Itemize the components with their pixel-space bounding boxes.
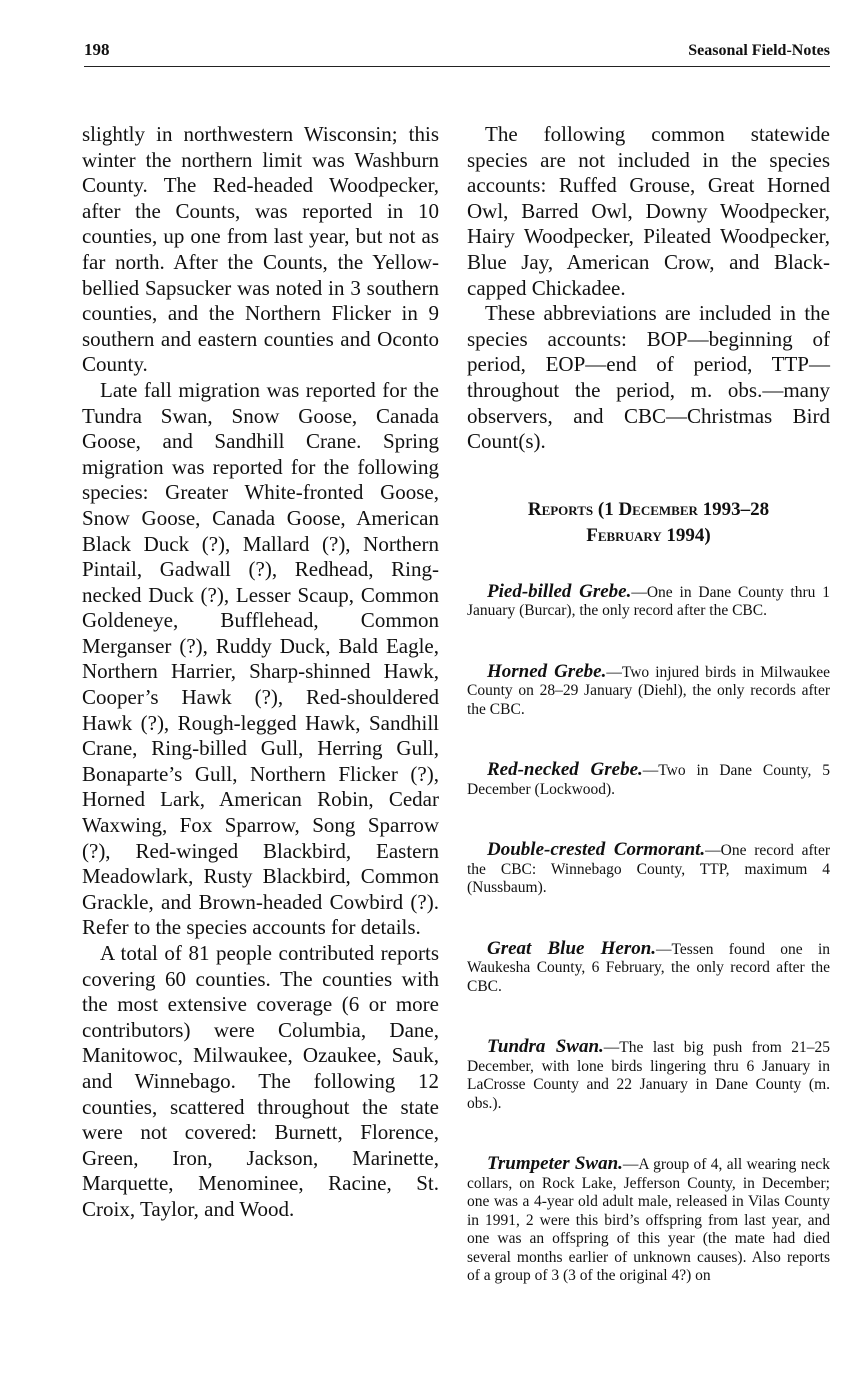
body-paragraph: A total of 81 people contributed reports covering 60 counties. The counties with the most extensive coverage (6 or more contributors) were Columbia, Dane, Manitowoc, Milwaukee, Ozaukee, Sauk, and Winnebago. The following 12 counties, scattered throughout the state were not covered: Burnett, Florence, Green, Iron, Jackson, Marinette, Marquette, Menominee, Racine, St. Croix, Taylor, and Wood.	[82, 941, 439, 1221]
species-report	[467, 841, 830, 898]
report-text: —Tessen found one in Waukesha County, 6 February, the only record after the CBC.	[467, 940, 830, 995]
species-report	[467, 1038, 830, 1113]
body-paragraph: These abbreviations are included in the species accounts: BOP—beginning of period, EOP—end of period, TTP—throughout the period, m. obs.—many observers, and CBC—Christmas Bird Count(s).	[467, 301, 830, 454]
page-header	[84, 38, 830, 67]
body-paragraph: slightly in northwestern Wisconsin; this winter the northern limit was Washburn County. The Red-headed Woodpecker, after the Counts, was reported in 10 counties, up one from last year, but not as far north. After the Counts, the Yellow-bellied Sapsucker was noted in 3 southern counties, and the Northern Flicker in 9 southern and eastern counties and Oconto County.	[82, 122, 439, 377]
species-name: Tundra Swan.	[487, 1036, 604, 1058]
report-text: —One in Dane County thru 1 January (Burcar), the only record after the CBC.	[467, 583, 830, 620]
running-head: Seasonal Field-Notes	[688, 42, 830, 59]
species-name: Great Blue Heron.	[487, 937, 657, 959]
left-column	[82, 122, 439, 1223]
body-paragraph: The following common statewide species are not included in the species accounts: Ruffed Grouse, Great Horned Owl, Barred Owl, Downy Woodpecker, Hairy Woodpecker, Pileated Woodpecker, Blue Jay, American Crow, and Black-capped Chickadee.	[467, 122, 830, 300]
section-heading-line: February 1994)	[586, 524, 711, 546]
species-name: Red-necked Grebe.	[487, 759, 643, 781]
species-name: Double-crested Cormorant.	[487, 839, 706, 861]
report-text: —Two in Dane County, 5 December (Lockwood).	[467, 762, 831, 798]
report-text: —Two injured birds in Milwaukee County on 28–29 January (Diehl), the only records after the CBC.	[467, 663, 830, 718]
species-report	[467, 660, 830, 720]
body-paragraph: Late fall migration was reported for the Tundra Swan, Snow Goose, Canada Goose, and Sandhill Crane. Spring migration was reported for the following species: Greater White-fronted Goose, Snow Goose, Canada Goose, American Black Duck (?), Mallard (?), Northern Pintail, Gadwall (?), Redhead, Ring-necked Duck (?), Lesser Scaup, Common Goldeneye, Bufflehead, Common Merganser (?), Ruddy Duck, Bald Eagle, Northern Harrier, Sharp-shinned Hawk, Cooper’s Hawk (?), Red-shouldered Hawk (?), Rough-legged Hawk, Sandhill Crane, Ring-billed Gull, Herring Gull, Bonaparte’s Gull, Northern Flicker (?), Horned Lark, American Robin, Cedar Waxwing, Fox Sparrow, Song Sparrow (?), Red-winged Blackbird, Eastern Meadowlark, Rusty Blackbird, Common Grackle, and Brown-headed Cowbird (?). Refer to the species accounts for details.	[82, 377, 439, 940]
report-text: —One record after the CBC: Winnebago County, TTP, maximum 4 (Nussbaum).	[467, 842, 830, 897]
species-report	[467, 580, 830, 621]
species-report	[467, 761, 830, 799]
report-text: —The last big push from 21–25 December, with lone birds lingering thru 6 January in LaCrosse County and 22 January in Dane County (m. obs.).	[467, 1039, 830, 1112]
species-name: Trumpeter Swan.	[487, 1153, 623, 1175]
report-text: —A group of 4, all wearing neck collars, on Rock Lake, Jefferson County, in December; one was a 4-year old adult male, released in Vilas County in 1991, 2 were this bird’s offspring from last year, and one was an offspring of this year (the mate had died several months earlier of unknown causes). Also reports of a group of 3 (3 of the original 4?) on	[467, 1156, 830, 1285]
species-report	[467, 937, 830, 997]
species-name: Horned Grebe.	[487, 660, 607, 682]
species-report	[467, 1155, 830, 1286]
species-name: Pied-billed Grebe.	[487, 580, 632, 602]
right-column	[467, 122, 830, 1328]
section-heading	[467, 497, 830, 549]
section-heading-line: Reports (1 December 1993–28	[527, 498, 770, 520]
page-number: 198	[84, 40, 110, 59]
